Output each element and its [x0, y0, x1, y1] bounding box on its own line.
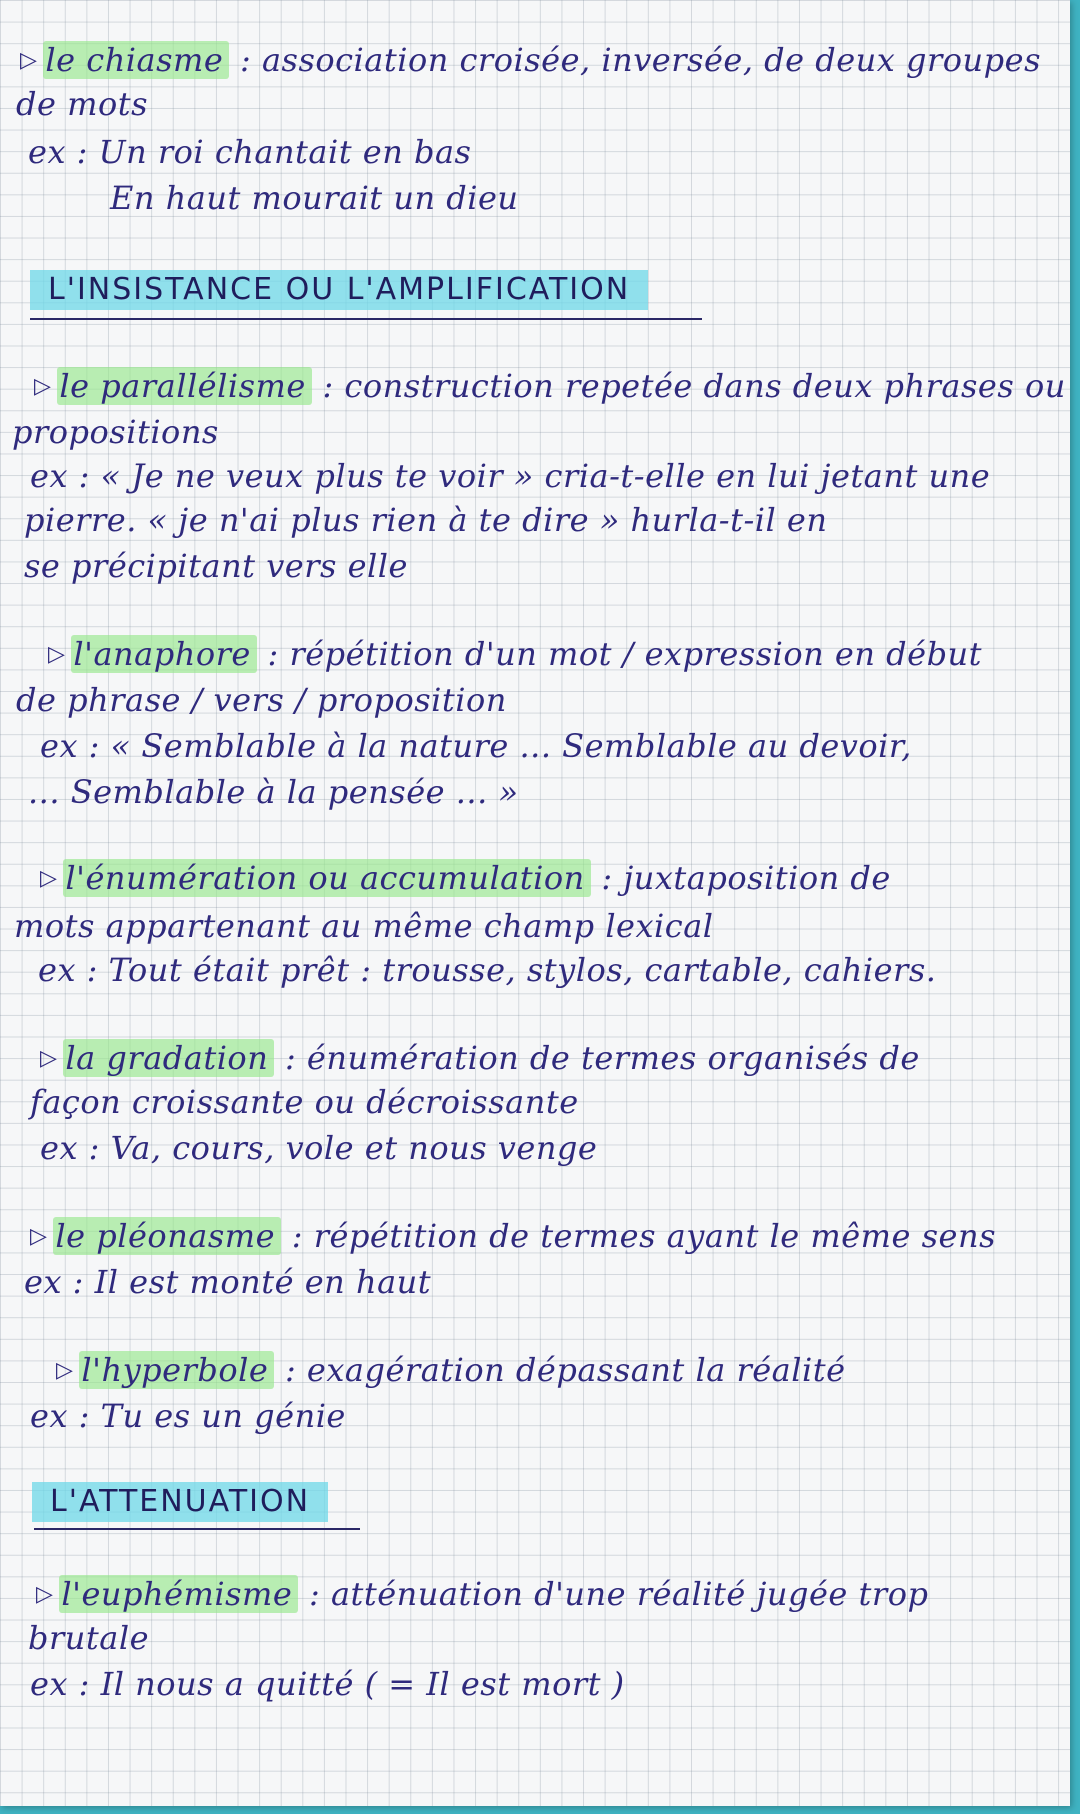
enumeration-term: l'énumération ou accumulation	[63, 859, 590, 897]
hyperbole-term: l'hyperbole	[79, 1351, 274, 1389]
gradation-line	[40, 1038, 920, 1083]
anaphore-line	[48, 634, 982, 679]
anaphore-definition: : répétition d'un mot / expression en début	[267, 635, 983, 673]
triangle-bullet-icon: ▷	[40, 866, 58, 891]
hyperbole-example-1: ex : Tu es un génie	[30, 1397, 346, 1435]
parallelisme-term: le parallélisme	[57, 367, 311, 405]
enumeration-example-1: ex : Tout était prêt : trousse, stylos, cartable, cahiers.	[38, 951, 937, 989]
anaphore-example-1: ex : « Semblable à la nature ... Semblable au devoir,	[40, 727, 912, 765]
parallelisme-line	[34, 366, 1066, 411]
euphemisme-line	[36, 1574, 928, 1619]
pleonasme-line	[30, 1216, 996, 1261]
triangle-bullet-icon: ▷	[56, 1358, 74, 1383]
enumeration-definition-cont: mots appartenant au même champ lexical	[14, 907, 714, 945]
hyperbole-definition: : exagération dépassant la réalité	[284, 1351, 846, 1389]
hyperbole-line	[56, 1350, 846, 1395]
triangle-bullet-icon: ▷	[40, 1046, 58, 1071]
chiasme-term: le chiasme	[43, 41, 229, 79]
triangle-bullet-icon: ▷	[20, 48, 38, 73]
parallelisme-definition-cont: propositions	[12, 413, 219, 451]
triangle-bullet-icon: ▷	[36, 1582, 54, 1607]
anaphore-definition-cont: de phrase / vers / proposition	[16, 681, 507, 719]
triangle-bullet-icon: ▷	[30, 1224, 48, 1249]
pleonasme-definition: : répétition de termes ayant le même sens	[291, 1217, 996, 1255]
euphemisme-definition-cont: brutale	[28, 1619, 149, 1657]
gradation-example-1: ex : Va, cours, vole et nous venge	[40, 1129, 598, 1167]
euphemisme-example-1: ex : Il nous a quitté ( = Il est mort )	[30, 1665, 625, 1703]
gradation-definition-cont: façon croissante ou décroissante	[30, 1083, 579, 1121]
chiasme-line	[20, 40, 1041, 85]
triangle-bullet-icon: ▷	[48, 642, 66, 667]
parallelisme-definition: : construction repetée dans deux phrases ou	[322, 367, 1066, 405]
pleonasme-term: le pléonasme	[53, 1217, 281, 1255]
section-heading-insistance: L'INSISTANCE OU L'AMPLIFICATION	[30, 270, 648, 310]
triangle-bullet-icon: ▷	[34, 374, 52, 399]
euphemisme-definition: : atténuation d'une réalité jugée trop	[308, 1575, 929, 1613]
gradation-definition: : énumération de termes organisés de	[284, 1039, 920, 1077]
euphemisme-term: l'euphémisme	[59, 1575, 298, 1613]
chiasme-example-2: En haut mourait un dieu	[110, 179, 519, 217]
chiasme-example-1: ex : Un roi chantait en bas	[28, 133, 472, 171]
enumeration-line	[40, 858, 891, 903]
section-underline-attenuation	[34, 1528, 360, 1530]
anaphore-term: l'anaphore	[71, 635, 256, 673]
chiasme-definition-cont: de mots	[16, 85, 148, 123]
parallelisme-example-3: se précipitant vers elle	[24, 547, 408, 585]
parallelisme-example-1: ex : « Je ne veux plus te voir » cria-t-elle en lui jetant une	[30, 457, 991, 495]
pleonasme-example-1: ex : Il est monté en haut	[24, 1263, 432, 1301]
gradation-term: la gradation	[63, 1039, 274, 1077]
section-underline-insistance	[30, 318, 702, 320]
parallelisme-example-2: pierre. « je n'ai plus rien à te dire » hurla-t-il en	[24, 501, 828, 539]
enumeration-definition: : juxtaposition de	[601, 859, 891, 897]
anaphore-example-2: ... Semblable à la pensée ... »	[28, 773, 519, 811]
chiasme-definition: : association croisée, inversée, de deux groupes	[239, 41, 1041, 79]
section-heading-attenuation: L'ATTENUATION	[32, 1482, 328, 1522]
